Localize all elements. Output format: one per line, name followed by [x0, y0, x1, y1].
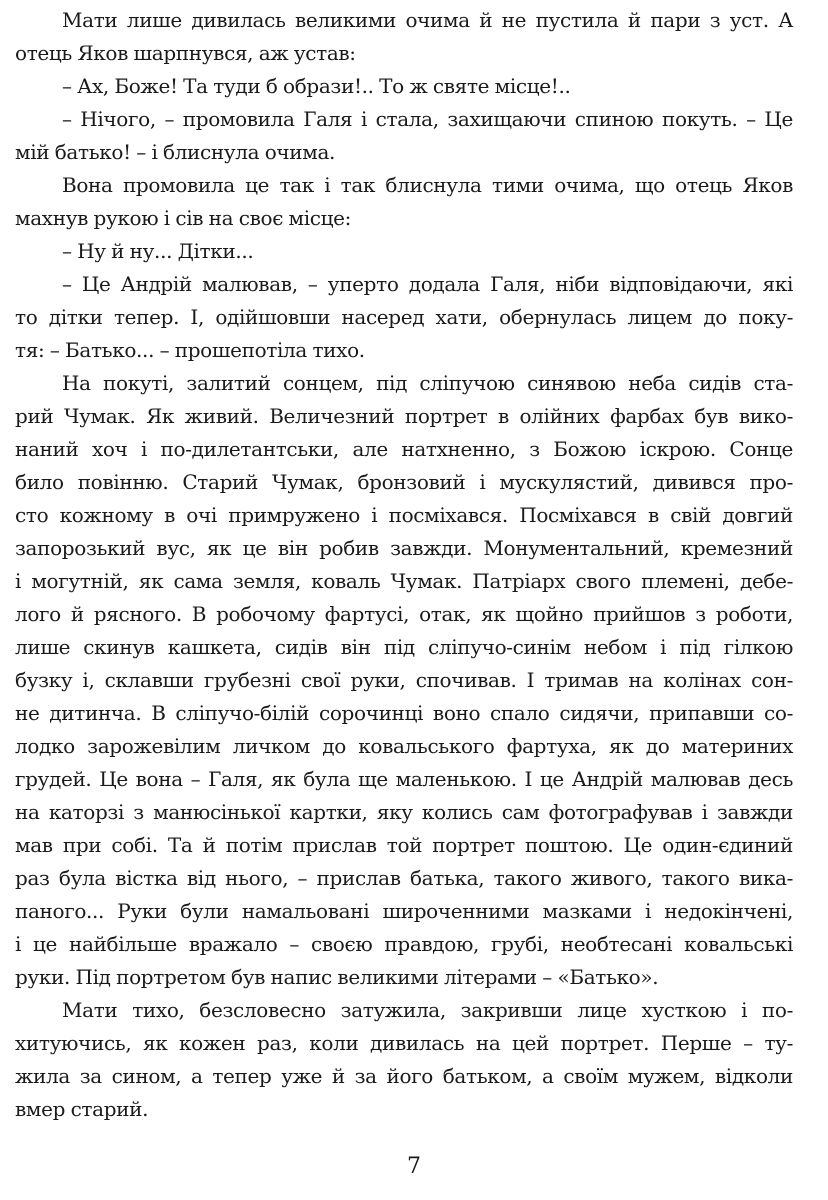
- text-line: Мати тихо, безсловесно затужила, закривши лице хусткою і по-: [62, 998, 793, 1022]
- text-line: лодко зарожевілим личком до ковальського фартуха, як до материних: [15, 734, 793, 758]
- text-line: запорозький вус, як це він робив завжди. Монументальний, кремезний: [15, 536, 793, 560]
- text-line: і могутній, як сама земля, коваль Чумак. Патріарх свого племені, дебе-: [15, 569, 793, 593]
- text-line: руки. Під портретом був напис великими літерами – «Батько».: [15, 965, 659, 989]
- text-line: – Ах, Боже! Та туди б образи!.. То ж святе місце!..: [62, 74, 571, 98]
- text-line: паного... Руки були намальовані широченними мазками і недокінчені,: [15, 899, 793, 923]
- paragraph: [15, 4, 793, 70]
- text-line: раз була вістка від нього, – прислав батька, такого живого, такого вика-: [15, 866, 793, 890]
- text-line: мав при собі. Та й потім прислав той портрет поштою. Це один-єдиний: [15, 833, 793, 857]
- paragraph: [15, 169, 793, 235]
- paragraph: [15, 70, 793, 103]
- text-line: жила за сином, а тепер уже й за його батьком, а своїм мужем, відколи: [15, 1064, 793, 1088]
- text-line: отець Яков шарпнувся, аж устав:: [15, 41, 356, 65]
- text-line: не дитинча. В сліпучо-білій сорочинці воно спало сидячи, припавши со-: [15, 701, 793, 725]
- paragraph: [15, 994, 793, 1126]
- page-body-text: [15, 4, 793, 1126]
- text-line: махнув рукою і сів на своє місце:: [15, 206, 352, 230]
- text-line: вмер старий.: [15, 1097, 149, 1121]
- page-number: 7: [407, 1154, 421, 1179]
- text-line: хитуючись, як кожен раз, коли дивилась на цей портрет. Перше – ту-: [15, 1031, 793, 1055]
- text-line: На покуті, залитий сонцем, під сліпучою синявою неба сидів ста-: [62, 371, 793, 395]
- text-line: било повінню. Старий Чумак, бронзовий і мускулястий, дивився про-: [15, 470, 793, 494]
- paragraph: [15, 103, 793, 169]
- text-line: сто кожному в очі примружено і посміхався. Посміхався в свій довгий: [15, 503, 793, 527]
- paragraph: [15, 367, 793, 994]
- text-line: лого й рясного. В робочому фартусі, отак, як щойно прийшов з роботи,: [15, 602, 793, 626]
- text-line: Мати лише дивилась великими очима й не пустила й пари з уст. А: [62, 8, 793, 32]
- text-line: тя: – Батько... – прошепотіла тихо.: [15, 338, 365, 362]
- text-line: – Нічого, – промовила Галя і стала, захищаючи спиною покуть. – Це: [62, 107, 793, 131]
- paragraph: [15, 235, 793, 268]
- text-line: бузку і, склавши грубезні свої руки, спочивав. І тримав на колінах сон-: [15, 668, 793, 692]
- text-line: лише скинув кашкета, сидів він під сліпучо-синім небом і під гілкою: [15, 635, 793, 659]
- text-line: – Ну й ну... Дітки...: [62, 239, 254, 263]
- text-line: на каторзі з манюсінької картки, яку колись сам фотографував і завжди: [15, 800, 793, 824]
- text-line: рий Чумак. Як живий. Величезний портрет в олійних фарбах був вико-: [15, 404, 793, 428]
- paragraph: [15, 268, 793, 367]
- text-line: і це найбільше вражало – своєю правдою, грубі, необтесані ковальські: [15, 932, 793, 956]
- text-line: Вона промовила це так і так блиснула тими очима, що отець Яков: [62, 173, 793, 197]
- text-line: – Це Андрій малював, – уперто додала Галя, ніби відповідаючи, які: [62, 272, 793, 296]
- text-line: грудей. Це вона – Галя, як була ще маленькою. І це Андрій малював десь: [15, 767, 793, 791]
- text-line: то дітки тепер. І, одійшовши насеред хати, обернулась лицем до поку-: [15, 305, 793, 329]
- text-line: мій батько! – і блиснула очима.: [15, 140, 336, 164]
- text-line: наний хоч і по-дилетантськи, але натхненно, з Божою іскрою. Сонце: [15, 437, 793, 461]
